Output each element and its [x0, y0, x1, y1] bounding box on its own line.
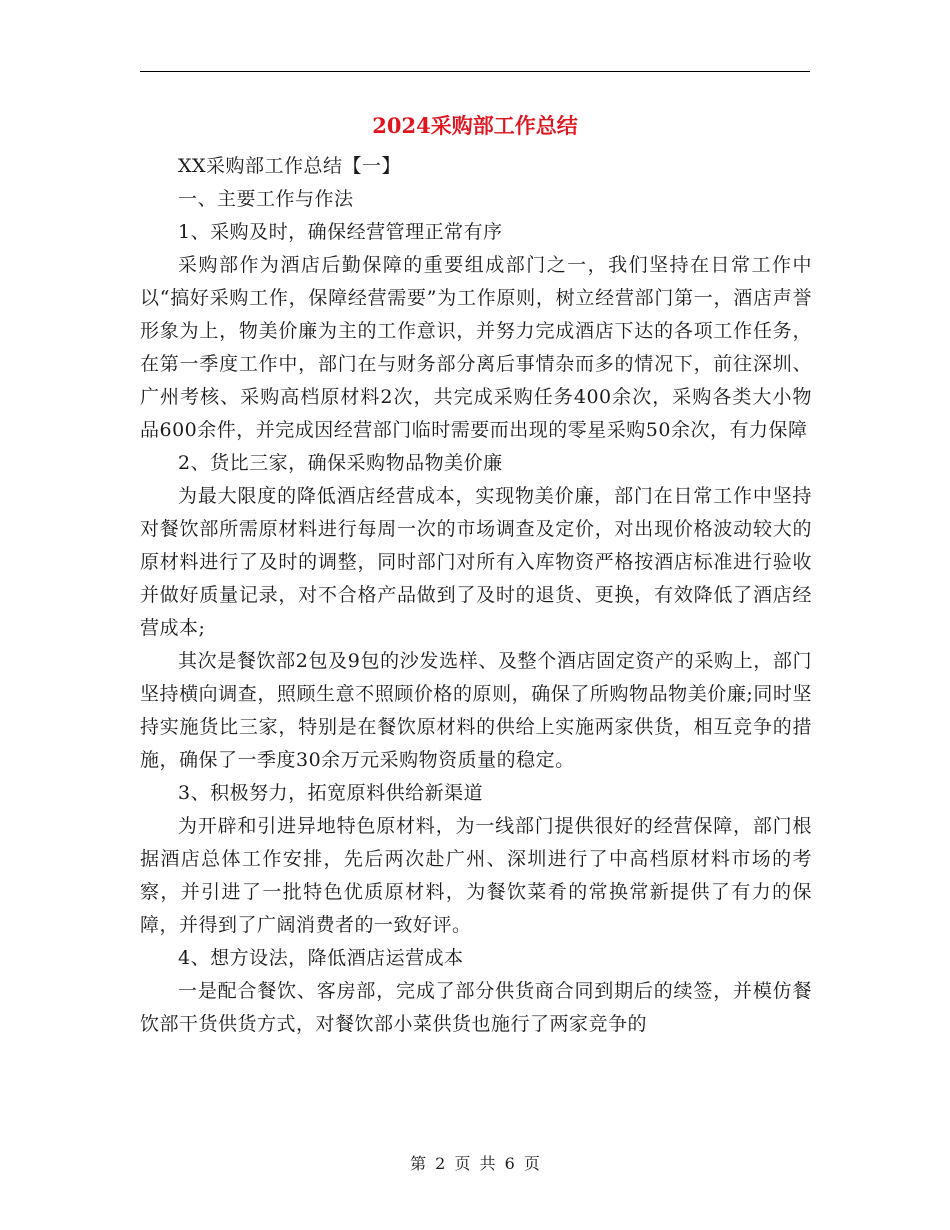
body-paragraph: 其次是餐饮部2包及9包的沙发选样、及整个酒店固定资产的采购上，部门坚持横向调查，照顾生意不照顾价格的原则，确保了所购物品物美价廉;同时坚持实施货比三家，特别是在餐饮原材料的供给上实施两家供货，相互竞争的措施，确保了一季度30余万元采购物资质量的稳定。 — [140, 650, 812, 771]
item-heading-3: 3、积极努力，拓宽原料供给新渠道 — [178, 782, 484, 804]
body-paragraph: 为最大限度的降低酒店经营成本，实现物美价廉，部门在日常工作中坚持对餐饮部所需原材料进行每周一次的市场调查及定价，对出现价格波动较大的原材料进行了及时的调整，同时部门对所有入库物资严格按酒店标准进行验收并做好质量记录，对不合格产品做到了及时的退货、更换，有效降低了酒店经营成本; — [140, 485, 812, 639]
item-heading-4: 4、想方设法，降低酒店运营成本 — [178, 947, 464, 969]
item-heading-2: 2、货比三家，确保采购物品物美价廉 — [178, 452, 503, 474]
item-heading-1: 1、采购及时，确保经营管理正常有序 — [178, 221, 503, 243]
document-title: 2024采购部工作总结 — [372, 113, 578, 138]
subsection-heading: 一、主要工作与作法 — [178, 188, 354, 210]
document-body — [140, 150, 812, 1041]
page-number: 第 2 页 共 6 页 — [410, 1154, 540, 1173]
body-paragraph: 一是配合餐饮、客房部，完成了部分供货商合同到期后的续签，并模仿餐饮部干货供货方式，对餐饮部小菜供货也施行了两家竞争的 — [140, 980, 812, 1035]
section-heading: XX采购部工作总结【一】 — [178, 155, 402, 177]
header-rule — [140, 71, 810, 72]
body-paragraph: 采购部作为酒店后勤保障的重要组成部门之一，我们坚持在日常工作中以“搞好采购工作，保障经营需要”为工作原则，树立经营部门第一，酒店声誉形象为上，物美价廉为主的工作意识，并努力完成酒店下达的各项工作任务，在第一季度工作中，部门在与财务部分离后事情杂而多的情况下，前往深圳、广州考核、采购高档原材料2次，共完成采购任务400余次，采购各类大小物品600余件，并完成因经营部门临时需要而出现的零星采购50余次，有力保障 — [140, 254, 812, 441]
body-paragraph: 为开辟和引进异地特色原材料，为一线部门提供很好的经营保障，部门根据酒店总体工作安排，先后两次赴广州、深圳进行了中高档原材料市场的考察，并引进了一批特色优质原材料，为餐饮菜肴的常换常新提供了有力的保障，并得到了广阔消费者的一致好评。 — [140, 815, 812, 936]
